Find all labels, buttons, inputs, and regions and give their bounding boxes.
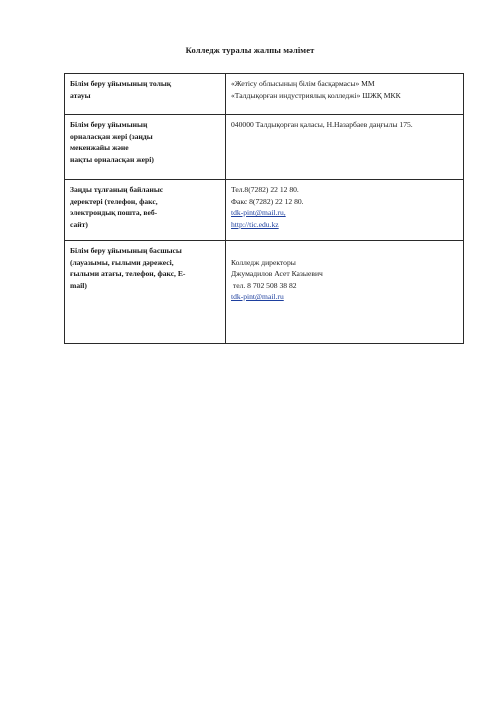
value-line: «Жетісу облысының білім басқармасы» ММ	[231, 79, 375, 88]
address-line: 040000 Талдықорған қаласы, Н.Назарбаев даңғылы 175.	[231, 120, 413, 129]
value-cell	[226, 74, 464, 115]
value-cell	[226, 115, 464, 180]
label-line: (лауазымы, ғылыми дәрежесі,	[70, 257, 174, 267]
table-row-full-name	[65, 74, 464, 115]
label-line: электрондық пошта, веб-	[70, 208, 158, 217]
email-link[interactable]: tdk-pint@mail.ru,	[231, 208, 286, 217]
value-line: «Талдықорған индустриялық колледжі» ШЖҚ МКК	[231, 90, 401, 100]
label-line: атауы	[70, 90, 91, 100]
table-row-location	[65, 115, 464, 180]
label-line: Білім беру ұйымының басшысы	[70, 246, 182, 255]
name-line: Джумадилов Асет Казыевич	[231, 269, 323, 278]
label-cell	[65, 115, 226, 180]
value-cell	[226, 241, 464, 344]
label-line: сайт)	[70, 219, 88, 229]
label-cell	[65, 74, 226, 115]
label-line: мекенжайы және	[70, 143, 129, 152]
label-line: орналасқан жері (заңды	[70, 131, 153, 141]
label-line: ғылыми атағы, телефон, факс, E-	[70, 269, 186, 278]
page-title: Колледж туралы жалпы мәлімет	[185, 45, 315, 55]
label-cell	[65, 180, 226, 241]
table-row-contacts	[65, 180, 464, 241]
info-table	[64, 73, 464, 344]
fax-line: Факс 8(7282) 22 12 80.	[231, 196, 304, 206]
phone-line: Тел.8(7282) 22 12 80.	[231, 185, 299, 194]
label-line: mail)	[70, 280, 87, 290]
value-cell	[226, 180, 464, 241]
label-line: деректері (телефон, факс,	[70, 196, 158, 206]
label-line: нақты орналасқан жері)	[70, 154, 154, 164]
phone-line: тел. 8 702 508 38 82	[231, 280, 297, 290]
email-link[interactable]: tdk-pint@mail.ru	[231, 292, 284, 301]
website-link[interactable]: http://tic.edu.kz	[231, 219, 279, 229]
position-line: Колледж директоры	[231, 257, 296, 267]
table-row-head	[65, 241, 464, 344]
label-line: Заңды тұлғаның байланыс	[70, 185, 164, 194]
label-cell	[65, 241, 226, 344]
label-line: Білім беру ұйымының толық	[70, 79, 172, 88]
label-line: Білім беру ұйымының	[70, 120, 148, 129]
